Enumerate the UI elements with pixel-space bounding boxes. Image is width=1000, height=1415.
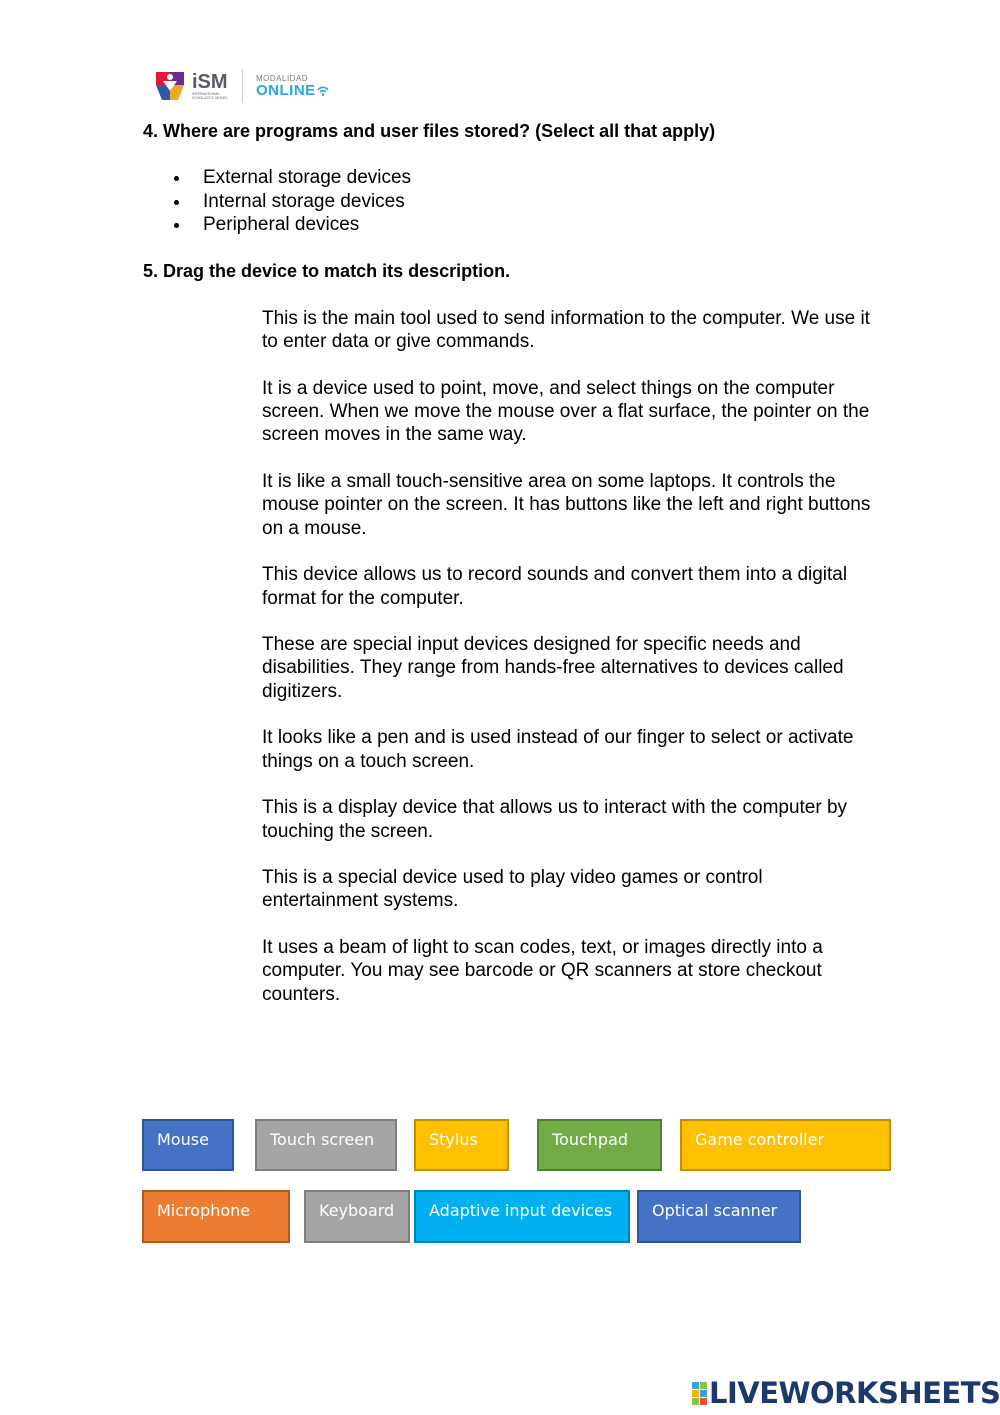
description-stylus: It looks like a pen and is used instead of our finger to select or activate things on a touch screen.: [262, 727, 854, 772]
liveworksheets-mark-icon: [692, 1382, 707, 1405]
description-touch-screen: This is a display device that allows us to interact with the computer by touching the screen.: [262, 797, 848, 842]
question-4-options: [172, 166, 411, 237]
chip-microphone[interactable]: Microphone: [142, 1190, 290, 1243]
description-adaptive-devices: These are special input devices designed for specific needs and disabilities. They range from hands-free alternatives to devices called digitizers.: [262, 634, 844, 702]
option-internal-storage[interactable]: Internal storage devices: [172, 190, 411, 214]
chip-adaptive-input-devices[interactable]: Adaptive input devices: [414, 1190, 630, 1243]
description-keyboard: This is the main tool used to send information to the computer. We use it to enter data or give commands.: [262, 308, 870, 353]
option-peripheral-devices[interactable]: Peripheral devices: [172, 213, 411, 237]
logo-online: ONLINE: [256, 81, 316, 99]
description-touchpad: It is like a small touch-sensitive area on some laptops. It controls the mouse pointer on the screen. It has buttons like the left and right buttons on a mouse.: [262, 471, 871, 539]
chip-keyboard[interactable]: Keyboard: [304, 1190, 410, 1243]
ism-logo: [154, 68, 329, 104]
option-external-storage[interactable]: External storage devices: [172, 166, 411, 190]
question-4-title: 4. Where are programs and user files stored? (Select all that apply): [143, 121, 716, 141]
chip-touchpad[interactable]: Touchpad: [537, 1119, 662, 1171]
ism-emblem-icon: [154, 69, 186, 103]
description-list: [262, 307, 882, 1029]
chip-game-controller[interactable]: Game controller: [680, 1119, 891, 1171]
logo-divider: [242, 69, 243, 103]
liveworksheets-logo: [692, 1376, 1000, 1410]
liveworksheets-brand: LIVEWORKSHEETS: [709, 1376, 1000, 1410]
chip-optical-scanner[interactable]: Optical scanner: [637, 1190, 801, 1243]
chip-stylus[interactable]: Stylus: [414, 1119, 509, 1171]
question-5-title: 5. Drag the device to match its description.: [143, 261, 511, 281]
description-optical-scanner: It uses a beam of light to scan codes, text, or images directly into a computer. You may see barcode or QR scanners at store checkout counters.: [262, 937, 823, 1005]
chip-mouse[interactable]: Mouse: [142, 1119, 234, 1171]
logo-subtitle: INTERNATIONAL SCHOLASTIC MODEL: [192, 92, 228, 100]
description-game-controller: This is a special device used to play video games or control entertainment systems.: [262, 867, 763, 912]
description-microphone: This device allows us to record sounds and convert them into a digital format for the computer.: [262, 564, 848, 609]
logo-brand: iSM: [192, 71, 228, 93]
chip-touch-screen[interactable]: Touch screen: [255, 1119, 397, 1171]
description-mouse: It is a device used to point, move, and select things on the computer screen. When we move the mouse over a flat surface, the pointer on the screen moves in the same way.: [262, 377, 870, 446]
wifi-icon: [317, 85, 329, 97]
logo-modality: MODALIDAD: [256, 73, 309, 83]
